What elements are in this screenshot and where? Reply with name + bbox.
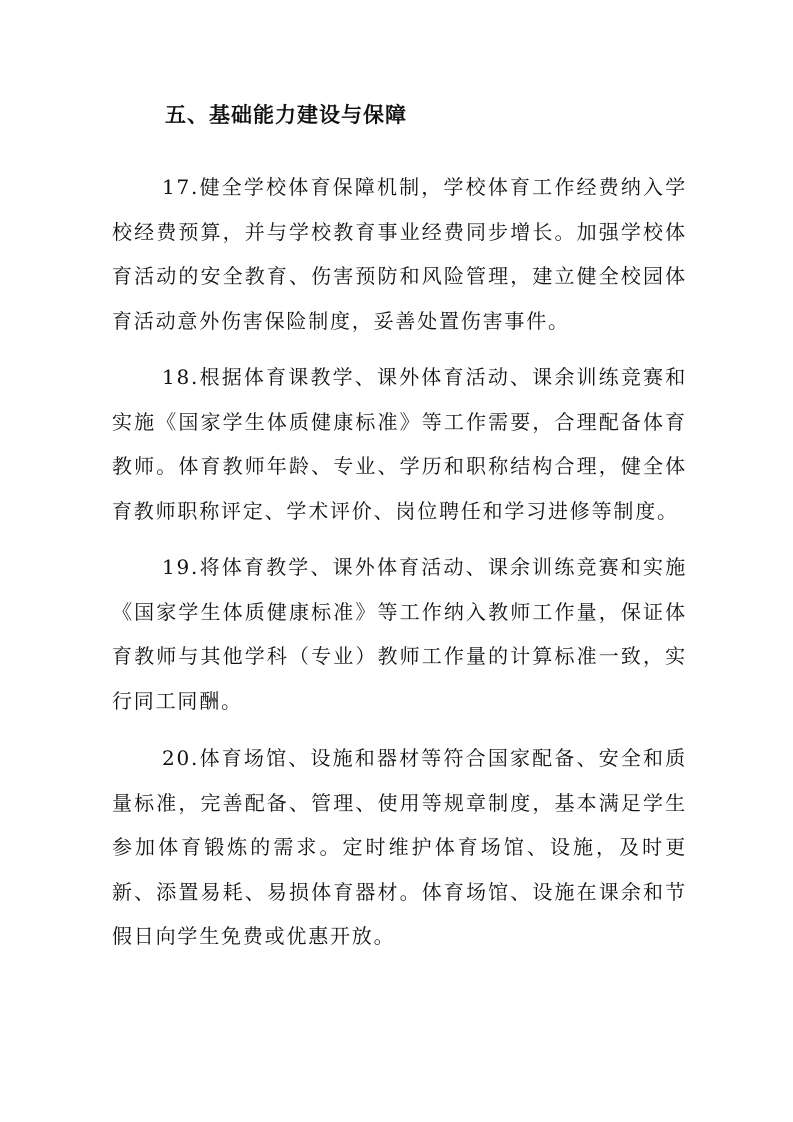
paragraph-18: 18.根据体育课教学、课外体育活动、课余训练竞赛和实施《国家学生体质健康标准》等工作需要，合理配备体育教师。体育教师年龄、专业、学历和职称结构合理，健全体育教师职称评定、学术评价、岗位聘任和学习进修等制度。 bbox=[112, 365, 687, 523]
section-heading: 五、基础能力建设与保障 bbox=[165, 103, 407, 127]
paragraph-20: 20.体育场馆、设施和器材等符合国家配备、安全和质量标准，完善配备、管理、使用等规章制度，基本满足学生参加体育锻炼的需求。定时维护体育场馆、设施，及时更新、添置易耗、易损体育器材。体育场馆、设施在课余和节假日向学生免费或优惠开放。 bbox=[112, 746, 687, 948]
paragraph-19: 19.将体育教学、课外体育活动、课余训练竞赛和实施《国家学生体质健康标准》等工作纳入教师工作量，保证体育教师与其他学科（专业）教师工作量的计算标准一致，实行同工同酬。 bbox=[112, 555, 687, 713]
paragraph-17: 17.健全学校体育保障机制，学校体育工作经费纳入学校经费预算，并与学校教育事业经费同步增长。加强学校体育活动的安全教育、伤害预防和风险管理，建立健全校园体育活动意外伤害保险制度，妥善处置伤害事件。 bbox=[112, 175, 687, 333]
